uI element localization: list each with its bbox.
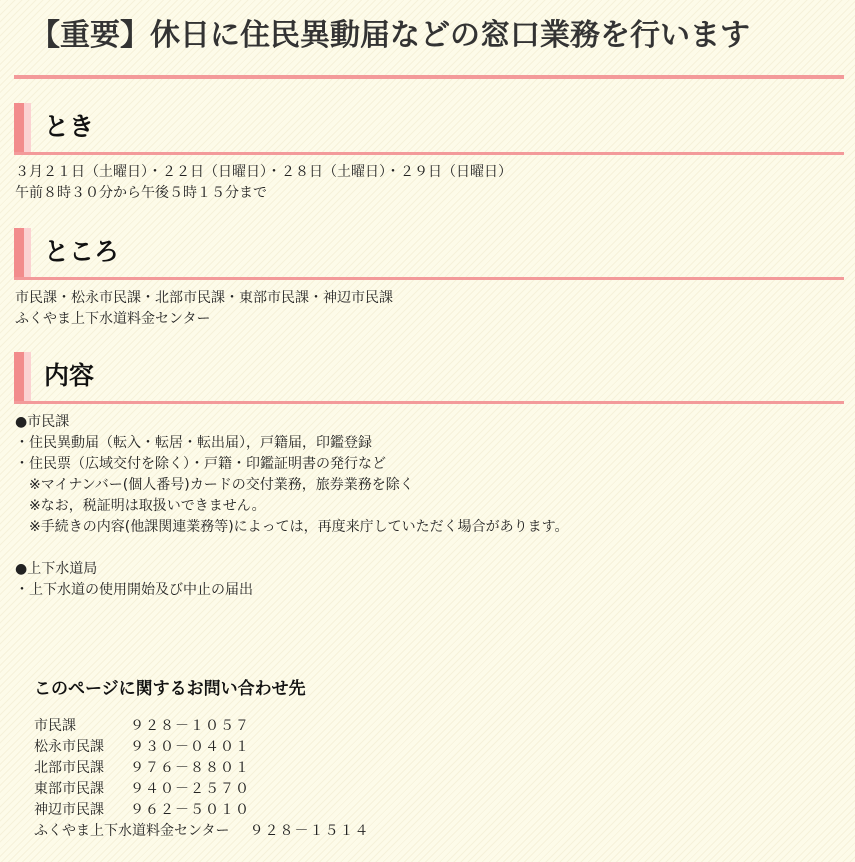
content-line: ●上下水道局 bbox=[15, 561, 98, 577]
heading-accent-bar-light bbox=[24, 352, 31, 401]
contact-office-name: 北部市民課 bbox=[34, 760, 104, 776]
contact-office-name: 神辺市民課 bbox=[34, 802, 104, 818]
contact-office-name: 東部市民課 bbox=[34, 781, 104, 797]
heading-accent-bar bbox=[14, 352, 24, 401]
contact-office-name: 市民課 bbox=[34, 718, 76, 734]
contact-phone-number: ９４０－２５７０ bbox=[130, 781, 250, 797]
contact-row bbox=[34, 737, 369, 758]
section-title-toki: とき bbox=[44, 112, 95, 141]
contact-row bbox=[34, 800, 369, 821]
heading-accent-bar-light bbox=[24, 228, 31, 277]
time-line: 午前８時３０分から午後５時１５分まで bbox=[15, 185, 267, 201]
content-line: ・上下水道の使用開始及び中止の届出 bbox=[15, 582, 253, 598]
content-note: ※手続きの内容(他課関連業務等)によっては，再度来庁していただく場合があります。 bbox=[29, 519, 569, 535]
content-note: ※マイナンバー(個人番号)カードの交付業務，旅券業務を除く bbox=[29, 477, 414, 493]
location-line: ふくやま上下水道料金センター bbox=[15, 311, 211, 327]
section-body-tokoro bbox=[15, 288, 393, 330]
content-line: ●市民課 bbox=[15, 414, 70, 430]
section-heading-naiyou bbox=[14, 352, 844, 404]
page-title: 【重要】休日に住民異動届などの窓口業務を行います bbox=[30, 18, 750, 53]
contact-title: このページに関するお問い合わせ先 bbox=[34, 679, 306, 699]
section-body-naiyou bbox=[15, 412, 569, 601]
section-title-tokoro: ところ bbox=[44, 237, 120, 266]
contact-phone-number: ９２８－１０５７ bbox=[130, 718, 250, 734]
date-line: ３月２１日（土曜日）・２２日（日曜日）・２８日（土曜日）・２９日（日曜日） bbox=[15, 164, 512, 180]
contact-office-name: 松永市民課 bbox=[34, 739, 104, 755]
contact-phone-number: ９６２－５０１０ bbox=[130, 802, 250, 818]
contact-office-name: ふくやま上下水道料金センター bbox=[34, 823, 230, 839]
section-heading-tokoro bbox=[14, 228, 844, 280]
content-line: ・住民異動届（転入・転居・転出届），戸籍届，印鑑登録 bbox=[15, 435, 372, 451]
heading-accent-bar-light bbox=[24, 103, 31, 152]
contact-row bbox=[34, 821, 369, 842]
content-spacer bbox=[15, 538, 569, 559]
location-line: 市民課・松永市民課・北部市民課・東部市民課・神辺市民課 bbox=[15, 290, 393, 306]
section-heading-toki bbox=[14, 103, 844, 155]
title-divider bbox=[14, 75, 844, 79]
contact-phone-number: ９７６－８８０１ bbox=[130, 760, 250, 776]
content-line: ・住民票（広域交付を除く）・戸籍・印鑑証明書の発行など bbox=[15, 456, 386, 472]
contact-phone-number: ９３０－０４０１ bbox=[130, 739, 250, 755]
heading-accent-bar bbox=[14, 228, 24, 277]
contact-list bbox=[34, 716, 369, 842]
contact-row bbox=[34, 758, 369, 779]
contact-phone-number: ９２８－１５１４ bbox=[249, 823, 370, 839]
contact-row bbox=[34, 779, 369, 800]
content-note: ※なお，税証明は取扱いできません。 bbox=[29, 498, 266, 514]
contact-row bbox=[34, 716, 369, 737]
section-body-toki bbox=[15, 162, 512, 204]
section-title-naiyou: 内容 bbox=[44, 361, 95, 390]
heading-accent-bar bbox=[14, 103, 24, 152]
